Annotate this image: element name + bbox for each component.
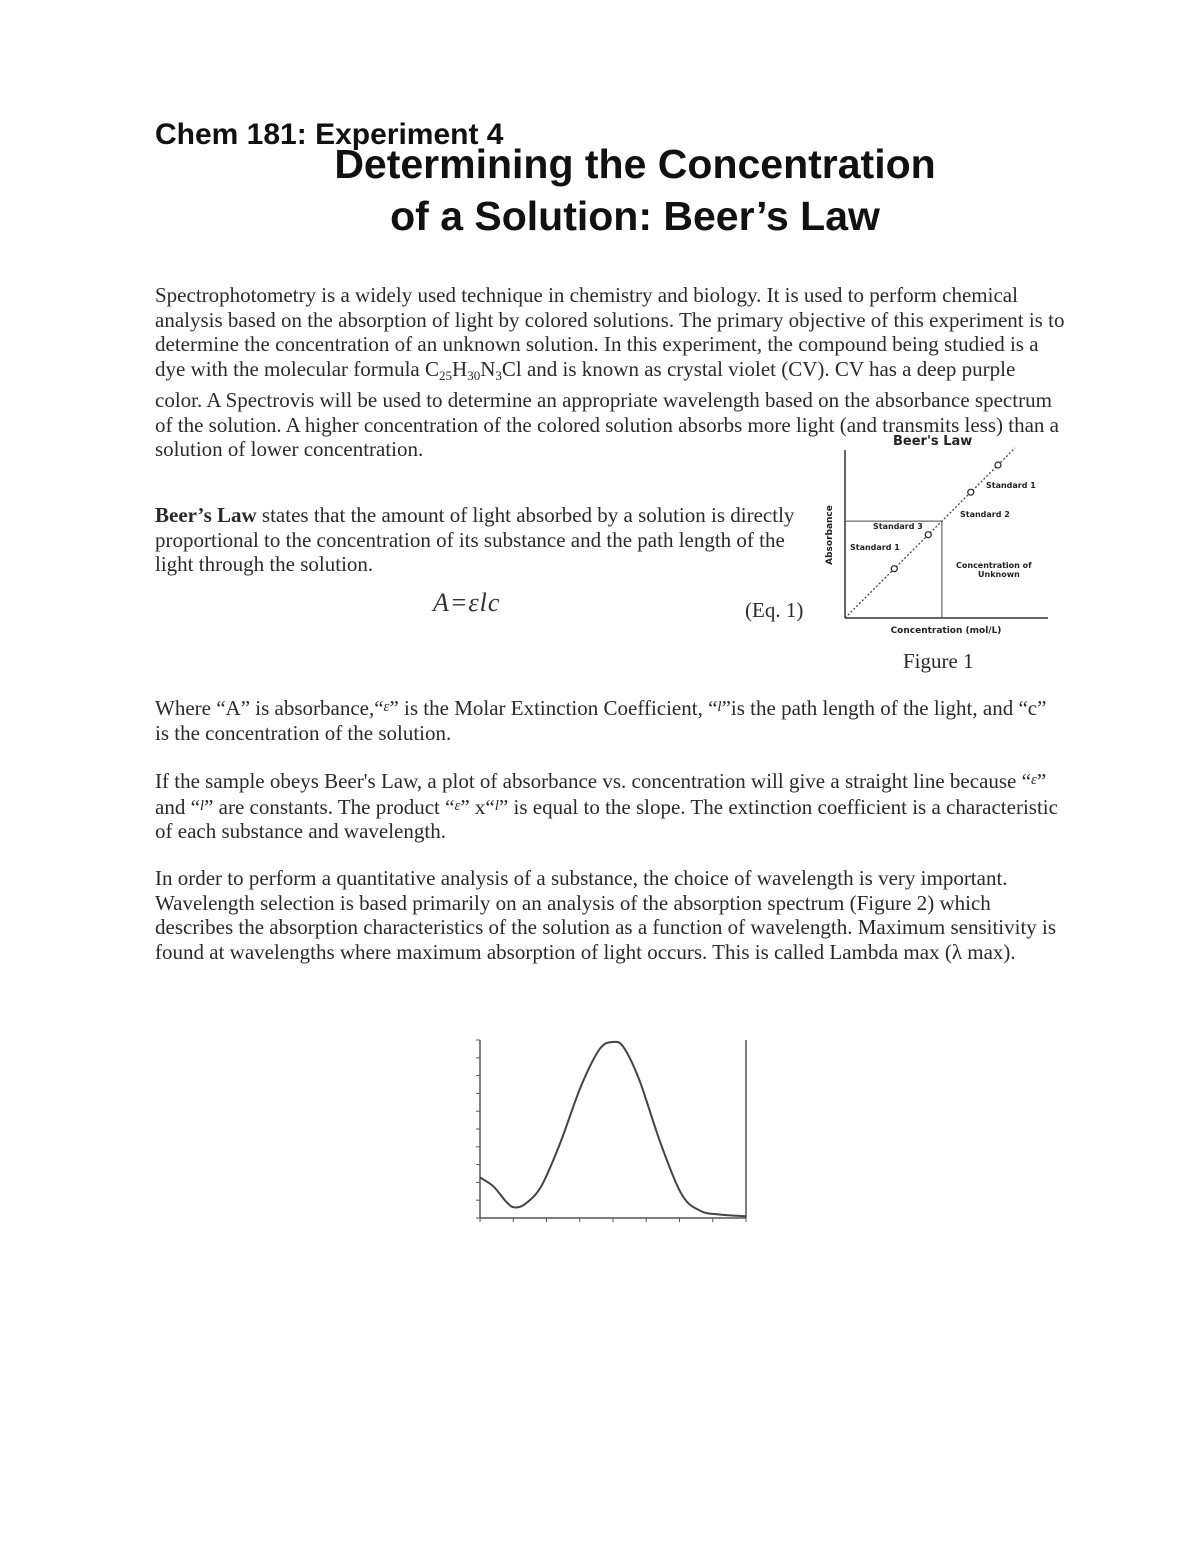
linearity-text-5: ” is equal to the slope. The extinction coefficient is a characteristic of each substance and wavelength. <box>155 794 1058 843</box>
epsilon-symbol: ε <box>454 797 461 814</box>
fig2-spectrum-curve <box>480 1042 746 1216</box>
page-title <box>240 138 1030 242</box>
ell-symbol: l <box>199 797 205 814</box>
definitions-paragraph <box>155 695 1065 745</box>
formula-c-sub: 25 <box>439 367 453 383</box>
ell-symbol: l <box>494 797 499 814</box>
fig1-label-standard-1-low: Standard 1 <box>850 543 900 552</box>
formula-h-sub: 30 <box>467 367 481 383</box>
definitions-text-2: ” is the Molar Extinction Coefficient, “ <box>389 696 718 720</box>
definitions-text-1: Where “A” is absorbance,“ <box>155 696 384 720</box>
wavelength-paragraph: In order to perform a quantitative analysis of a substance, the choice of wavelength is very important. Wavelength selection is based primarily on an analysis of the absorption spectrum (Figure 2) which describes the absorption characteristics of the solution as a function of wavelength. Maximum sensitivity is found at wavelengths where maximum absorption of light occurs. This is called Lambda max (λ max). <box>155 866 1057 964</box>
figure1-caption: Figure 1 <box>903 649 974 673</box>
fig1-label-standard-2: Standard 2 <box>960 510 1010 519</box>
formula-c: C <box>425 356 440 381</box>
fig1-label-standard-3: Standard 3 <box>873 522 923 531</box>
linearity-paragraph <box>155 768 1065 844</box>
definitions-text-3: ”is the path length of the light, and “c” is the concentration of the solution. <box>155 696 1047 745</box>
fig1-data-point-4 <box>995 462 1001 468</box>
ell-symbol: l <box>717 699 722 715</box>
fig1-title: Beer's Law <box>893 434 973 449</box>
fig1-x-label: Concentration (mol/L) <box>890 626 1002 636</box>
beers-law-text: states that the amount of light absorbed by a solution is directly proportional to the concentration of its substance and the path length of the light through the solution. <box>155 503 795 576</box>
linearity-text-3: ” are constants. The product “ <box>204 794 455 819</box>
title-line-2: of a Solution: Beer’s Law <box>390 193 880 239</box>
fig1-data-point-2 <box>925 532 931 538</box>
intro-text-1: Spectrophotometry is a widely used technique in chemistry and biology. It is used to perform chemical analysis based on the absorption of light by colored solutions. The primary objective of this experiment is to determine the concentration of an unknown solution. In this experiment, the compound being studied is a dye with the molecular formula <box>155 283 1065 381</box>
beers-law-equation: A=εlc <box>433 588 501 617</box>
epsilon-symbol: ε <box>383 699 390 715</box>
intro-text-2: and is known as crystal violet (CV). CV has a deep purple color. A Spectrovis will be used to determine an appropriate wavelength based on the absorbance spectrum of the solution. A higher concentration of the colored solution absorbs more light (and transmits less) than a solution of lower concentration. <box>155 356 1059 461</box>
fig1-label-standard-1-top: Standard 1 <box>986 481 1036 490</box>
formula-n: N <box>480 356 496 381</box>
epsilon-symbol: ε <box>1030 772 1037 788</box>
beers-law-figure <box>818 430 1058 645</box>
beers-law-term: Beer’s Law <box>155 503 257 527</box>
fig1-label-unknown-2: Unknown <box>978 570 1020 579</box>
fig1-data-point-1 <box>891 566 897 572</box>
linearity-text-2: ” and “ <box>155 769 1047 819</box>
formula-n-sub: 3 <box>495 367 502 383</box>
title-line-1: Determining the Concentration <box>334 141 936 187</box>
fig1-label-unknown-1: Concentration of <box>956 561 1032 570</box>
molecular-formula <box>425 357 522 381</box>
course-heading: Chem 181: Experiment 4 <box>155 118 504 151</box>
formula-cl: Cl <box>501 356 522 381</box>
absorption-spectrum-figure <box>462 1036 762 1231</box>
linearity-text-4: ” x“ <box>460 794 495 819</box>
equation-number: (Eq. 1) <box>745 598 804 622</box>
linearity-text-1: If the sample obeys Beer's Law, a plot of absorbance vs. concentration will give a straight line because “ <box>155 769 1031 793</box>
fig1-y-label: Absorbance <box>825 505 835 565</box>
formula-h: H <box>452 356 468 381</box>
beers-law-paragraph <box>155 503 805 577</box>
fig1-data-point-3 <box>968 489 974 495</box>
